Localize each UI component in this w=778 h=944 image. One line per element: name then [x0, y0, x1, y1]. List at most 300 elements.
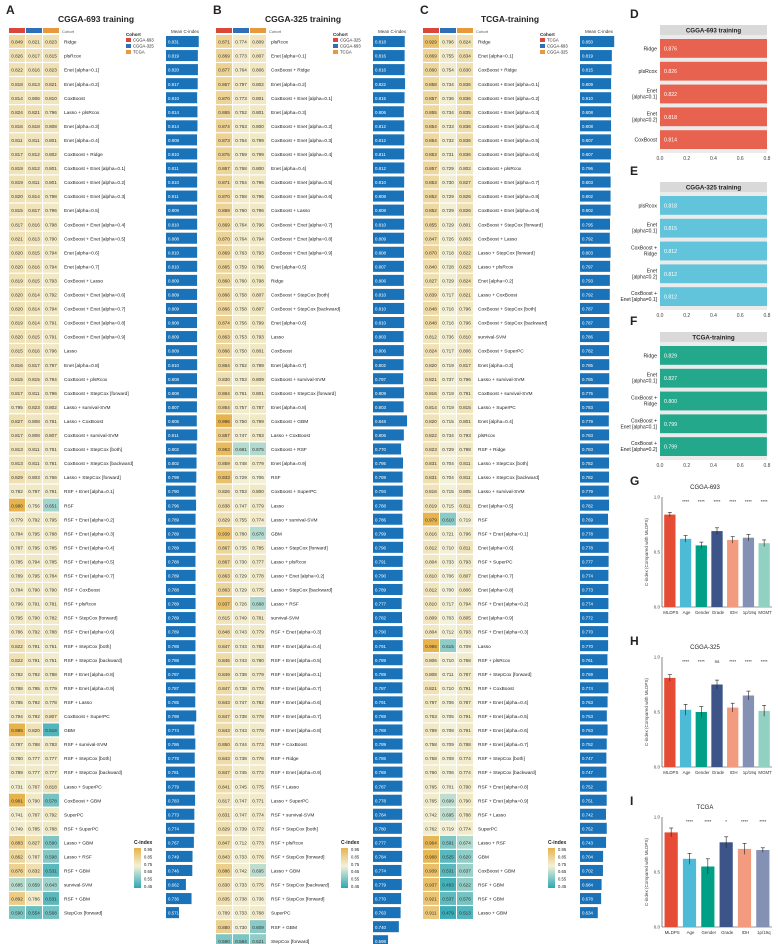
model-label: RSF + Enet [alpha=0.3] [64, 532, 115, 538]
heatmap-cell-value: 0.793 [459, 559, 471, 565]
heatmap-cell-value: 0.871 [218, 180, 230, 186]
x-category-label: Grade [711, 770, 725, 775]
heatmap-cell-value: 0.774 [459, 770, 471, 776]
heatmap-cell-value: 0.794 [11, 714, 23, 720]
mean-cindex-value: 0.782 [582, 348, 593, 354]
heatmap-cell-value: 0.796 [252, 264, 264, 270]
model-label: GBM [64, 729, 75, 735]
heatmap-cell-value: 0.892 [11, 896, 23, 902]
mean-cindex-value: 0.819 [168, 53, 179, 59]
model-label: RSF + Enet [alpha=0.6] [64, 630, 115, 636]
x-category-label: MGMT [758, 770, 772, 775]
heatmap-cell-value: 0.787 [28, 812, 40, 818]
significance-label: **** [704, 819, 712, 824]
model-label: GBM [478, 855, 489, 861]
model-label: RSF + StepCox [backward] [478, 771, 536, 777]
heatmap-cell-value: 0.835 [459, 109, 471, 115]
mean-cindex-value: 0.795 [582, 222, 593, 228]
heatmap-cell-value: 0.816 [28, 67, 40, 73]
cohort-header-bar [250, 28, 266, 33]
model-label: CoxBoost + Ridge [64, 153, 103, 159]
heatmap-cell-value: 0.764 [235, 137, 247, 143]
x-tick-label: 0.6 [736, 313, 744, 319]
heatmap-cell-value: 0.792 [28, 517, 40, 523]
heatmap-cell-value: 0.797 [28, 489, 40, 495]
heatmap-cell-value: 0.743 [235, 643, 247, 649]
mean-cindex-value: 0.781 [168, 770, 179, 776]
heatmap-cell-value: 0.808 [425, 671, 437, 677]
mean-cindex-value: 0.791 [375, 559, 386, 565]
x-category-label: Grade [721, 930, 734, 935]
heatmap-cell-value: 0.869 [218, 53, 230, 59]
heatmap-cell-value: 0.576 [459, 896, 471, 902]
mean-cindex-value: 0.774 [582, 573, 593, 579]
model-label: Enet [alpha=0.7] [64, 265, 100, 271]
mean-cindex-value: 0.769 [582, 517, 593, 523]
hbar-value-label: 0.799 [664, 421, 677, 428]
heatmap-cell-value: 0.718 [442, 250, 454, 256]
heatmap-cell-value: 0.937 [425, 882, 437, 888]
heatmap-cell-value: 0.874 [218, 123, 230, 129]
heatmap-cell-value: 0.758 [235, 292, 247, 298]
model-label: Enet [alpha=0.8] [64, 363, 100, 369]
mean-cindex-value: 0.752 [582, 784, 593, 790]
heatmap-cell-value: 0.715 [442, 489, 454, 495]
heatmap-cell-value: 0.829 [11, 475, 23, 481]
model-label: CoxBoost + Enet [alpha=0.8] [64, 321, 126, 327]
model-label: Enet [alpha=0.7] [478, 574, 514, 580]
model-label: RSF + Enet [alpha=0.1] [478, 532, 529, 538]
heatmap-cell-value: 0.797 [425, 699, 437, 705]
mean-cindex-value: 0.662 [168, 882, 179, 888]
heatmap-cell-value: 0.734 [442, 81, 454, 87]
model-label: Enet [alpha=0.3] [64, 124, 100, 130]
heatmap-cell-value: 0.865 [218, 264, 230, 270]
heatmap-cell-value: 0.719 [459, 517, 471, 523]
heatmap-cell-value: 0.736 [442, 334, 454, 340]
mean-cindex-value: 0.787 [582, 306, 593, 312]
heatmap-cell-value: 0.794 [252, 236, 264, 242]
mean-cindex-value: 0.763 [582, 699, 593, 705]
heatmap-cell-value: 0.715 [442, 418, 454, 424]
model-label: SuperPC [478, 827, 498, 833]
heatmap-cell-value: 0.493 [442, 882, 454, 888]
heatmap-cell-value: 0.794 [45, 264, 57, 270]
heatmap-cell-value: 0.790 [45, 587, 57, 593]
heatmap-cell-value: 0.730 [442, 180, 454, 186]
heatmap-cell-value: 0.801 [252, 109, 264, 115]
heatmap-cell-value: 0.817 [218, 798, 230, 804]
vbar [680, 539, 691, 607]
cindex-legend-bar [548, 848, 555, 888]
heatmap-cell-value: 0.853 [425, 180, 437, 186]
hbar-category-label: Enet [alpha=0.1] [620, 297, 657, 304]
hbar-value-label: 0.812 [664, 249, 677, 255]
heatmap-cell-value: 0.756 [28, 503, 40, 509]
y-axis-label: C-index (Compared with MLDPS) [644, 837, 649, 907]
mean-cindex-value: 0.808 [168, 320, 179, 326]
heatmap-cell-value: 0.729 [442, 447, 454, 453]
heatmap-cell-value: 0.827 [28, 840, 40, 846]
heatmap-cell-value: 0.681 [235, 447, 247, 453]
heatmap-cell-value: 0.819 [11, 320, 23, 326]
heatmap-cell-value: 0.874 [218, 320, 230, 326]
heatmap-cell-value: 0.806 [28, 95, 40, 101]
hbar-category-label: [alpha=0.1] [632, 378, 657, 385]
heatmap-cell-value: 0.717 [442, 292, 454, 298]
heatmap-cell-value: 0.756 [235, 320, 247, 326]
heatmap-cell-value: 0.790 [28, 587, 40, 593]
heatmap-cell-value: 0.795 [28, 545, 40, 551]
mean-cindex-value: 0.678 [582, 896, 593, 902]
heatmap-cell-value: 0.781 [45, 461, 57, 467]
y-tick-label: 0.0 [653, 924, 660, 930]
mean-cindex-value: 0.782 [582, 461, 593, 467]
mean-cindex-value: 0.812 [375, 137, 386, 143]
heatmap-cell-value: 0.826 [218, 489, 230, 495]
mean-cindex-value: 0.780 [375, 826, 386, 832]
mean-cindex-value: 0.815 [375, 95, 386, 101]
heatmap-cell-value: 0.703 [442, 615, 454, 621]
cohort-legend-swatch [540, 44, 545, 48]
heatmap-cell-value: 0.779 [252, 671, 264, 677]
heatmap-cell-value: 0.841 [218, 784, 230, 790]
hbar-category-label: [alpha=0.1] [632, 94, 657, 101]
heatmap-cell-value: 0.829 [218, 826, 230, 832]
model-label: CoxBoost + Enet [alpha=0.4] [271, 153, 333, 159]
heatmap-cell-value: 0.794 [45, 306, 57, 312]
cohort-header-bar [43, 28, 59, 33]
x-tick-label: 0.0 [656, 156, 664, 162]
mean-cindex-value: 0.812 [375, 123, 386, 129]
model-label: Enet [alpha=0.8] [271, 405, 307, 411]
heatmap-cell-value: 0.847 [218, 643, 230, 649]
mean-cindex-value: 0.797 [375, 376, 386, 382]
heatmap-cell-value: 0.792 [45, 812, 57, 818]
heatmap-cell-value: 0.822 [11, 643, 23, 649]
mean-cindex-value: 0.818 [375, 39, 386, 45]
heatmap-cell-value: 0.794 [28, 559, 40, 565]
heatmap-cell-value: 0.816 [28, 222, 40, 228]
mean-cindex-value: 0.809 [582, 81, 593, 87]
mean-cindex-value: 0.809 [168, 306, 179, 312]
mean-cindex-value: 0.788 [168, 587, 179, 593]
model-label: RSF + GBM [64, 869, 90, 875]
heatmap-cell-value: 0.738 [235, 714, 247, 720]
heatmap-cell-value: 0.939 [425, 868, 437, 874]
heatmap-cell-value: 0.854 [425, 123, 437, 129]
heatmap-cell-value: 0.568 [45, 910, 57, 916]
heatmap-cell-value: 0.880 [218, 924, 230, 930]
heatmap-cell-value: 0.759 [235, 264, 247, 270]
mean-cindex-value: 0.770 [582, 643, 593, 649]
heatmap-cell-value: 0.710 [442, 685, 454, 691]
mean-cindex-value: 0.788 [375, 503, 386, 509]
heatmap-cell-value: 0.788 [45, 531, 57, 537]
heatmap-cell-value: 0.939 [218, 531, 230, 537]
heatmap-cell-value: 0.704 [442, 461, 454, 467]
heatmap-cell-value: 0.788 [45, 671, 57, 677]
mean-cindex-value: 0.792 [582, 292, 593, 298]
mean-cindex-value: 0.785 [582, 376, 593, 382]
x-category-label: MLDPS [663, 610, 679, 615]
heatmap-cell-value: 0.716 [442, 306, 454, 312]
model-label: Lasso + plsRcox [271, 560, 307, 566]
heatmap-cell-value: 0.886 [218, 868, 230, 874]
heatmap-cell-value: 0.730 [235, 559, 247, 565]
heatmap-cell-value: 0.780 [11, 756, 23, 762]
mean-cindex-value: 0.778 [582, 531, 593, 537]
heatmap-cell-value: 0.812 [425, 545, 437, 551]
heatmap-cell-value: 0.817 [11, 152, 23, 158]
model-label: RSF + CoxBoost [478, 686, 514, 692]
significance-label: **** [760, 659, 768, 664]
hbar-category-label: Ridge [643, 46, 657, 53]
model-label: Enet [alpha=0.2] [478, 279, 514, 285]
heatmap-cell-value: 0.820 [11, 292, 23, 298]
mean-cindex-value: 0.808 [582, 123, 593, 129]
model-label: CoxBoost + StepCox [forward] [271, 391, 336, 397]
mean-cindex-value: 0.767 [168, 840, 179, 846]
heatmap-cell-value: 0.937 [218, 601, 230, 607]
heatmap-cell-value: 0.817 [28, 53, 40, 59]
model-label: Enet [alpha=0.6] [64, 251, 100, 257]
model-label: RSF + StepCox [both] [478, 757, 525, 763]
heatmap-cell-value: 0.849 [218, 671, 230, 677]
hbar-value-label: 0.818 [664, 203, 677, 210]
mean-cindex-value: 0.783 [582, 404, 593, 410]
hbar-category-label: CoxBoost [634, 137, 657, 144]
mean-cindex-value: 0.808 [168, 376, 179, 382]
vbar [758, 711, 769, 767]
heatmap-cell-value: 0.733 [235, 854, 247, 860]
mean-cindex-value: 0.850 [582, 39, 593, 45]
heatmap-cell-value: 0.766 [45, 475, 57, 481]
vbar [696, 545, 707, 607]
heatmap-cell-value: 0.738 [235, 685, 247, 691]
heatmap-cell-value: 0.747 [235, 798, 247, 804]
heatmap-cell-value: 0.590 [11, 910, 23, 916]
cohort-legend-swatch [126, 38, 131, 42]
heatmap-cell-value: 0.817 [459, 362, 471, 368]
model-label: Lasso + StepCox [both] [478, 462, 528, 468]
mean-cindex-value: 0.810 [168, 250, 179, 256]
y-tick-label: 1.0 [653, 494, 660, 500]
heatmap-cell-value: 0.752 [235, 362, 247, 368]
cohort-header-bar [457, 28, 473, 33]
heatmap-cell-value: 0.788 [45, 826, 57, 832]
heatmap-cell-value: 0.801 [252, 95, 264, 101]
heatmap-cell-value: 0.812 [28, 166, 40, 172]
heatmap-cell-value: 0.748 [235, 461, 247, 467]
mean-cindex-value: 0.814 [168, 109, 179, 115]
model-label: CoxBoost + Enet [alpha=0.6] [478, 153, 540, 159]
heatmap-cell-value: 0.779 [252, 461, 264, 467]
mean-cindex-value: 0.806 [375, 109, 386, 115]
panel-label-H: H [630, 634, 639, 648]
model-label: RSF + Enet [alpha=0.7] [64, 574, 115, 580]
heatmap-cell-value: 0.738 [235, 671, 247, 677]
mean-cindex-value: 0.786 [375, 517, 386, 523]
mean-cindex-value: 0.807 [375, 264, 386, 270]
cindex-legend-tick: 0.75 [351, 861, 360, 867]
mean-cindex-value: 0.774 [582, 601, 593, 607]
mean-cindex-value: 0.789 [168, 629, 179, 635]
heatmap-cell-value: 0.755 [235, 517, 247, 523]
heatmap-cell-value: 0.796 [459, 376, 471, 382]
heatmap-cell-value: 0.805 [459, 615, 471, 621]
hbar-category-label: Enet [646, 222, 657, 229]
model-label: Enet [alpha=0.1] [64, 68, 100, 74]
model-label: Lasso [64, 349, 77, 355]
heatmap-cell-value: 0.848 [425, 306, 437, 312]
model-label: CoxBoost + Enet [alpha=0.2] [64, 181, 126, 187]
cindex-legend-bar [341, 848, 348, 888]
heatmap-cell-value: 0.709 [442, 742, 454, 748]
x-tick-label: 0.2 [683, 156, 691, 162]
model-label: RSF + GBM [478, 883, 504, 889]
model-label: Enet [alpha=0.5] [64, 209, 100, 215]
mean-cindex-value: 0.783 [582, 447, 593, 453]
model-label: RSF + SuperPC [64, 827, 99, 833]
model-label: CoxBoost + Enet [alpha=0.1] [271, 96, 333, 102]
mean-cindex-value: 0.802 [582, 194, 593, 200]
mean-cindex-value: 0.774 [582, 685, 593, 691]
heatmap-cell-value: 0.812 [28, 152, 40, 158]
mean-cindex-value: 0.796 [168, 503, 179, 509]
model-label: RSF + GBM [478, 897, 504, 903]
mean-cindex-value: 0.778 [168, 756, 179, 762]
heatmap-cell-value: 0.699 [442, 798, 454, 804]
y-tick-label: 0.5 [653, 709, 660, 715]
mean-cindex-value: 0.810 [375, 306, 386, 312]
heatmap-cell-value: 0.787 [28, 854, 40, 860]
model-label: CoxBoost + Lasso [271, 209, 311, 215]
heatmap-cell-value: 0.787 [252, 404, 264, 410]
significance-label: ns [714, 659, 720, 664]
heatmap-cell-value: 0.848 [425, 320, 437, 326]
heatmap-cell-value: 0.791 [45, 334, 57, 340]
mean-cindex-value: 0.789 [375, 657, 386, 663]
model-label: Lasso + CoxBoost [64, 419, 104, 425]
x-category-label: 1p/19q [757, 930, 771, 935]
heatmap-cell-value: 0.813 [11, 461, 23, 467]
cindex-legend-tick: 0.65 [351, 869, 360, 875]
heatmap-cell-value: 0.867 [218, 166, 230, 172]
heatmap-cell-value: 0.788 [459, 742, 471, 748]
heatmap-cell-value: 0.847 [425, 236, 437, 242]
heatmap-cell-value: 0.806 [459, 587, 471, 593]
model-label: CoxBoost + Ridge [478, 68, 517, 74]
heatmap-cell-value: 0.778 [45, 699, 57, 705]
heatmap-cell-value: 0.814 [425, 404, 437, 410]
mean-cindex-value: 0.810 [168, 362, 179, 368]
model-label: plsRcox [64, 54, 82, 60]
heatmap-cell-value: 0.755 [442, 53, 454, 59]
heatmap-cell-value: 0.762 [425, 826, 437, 832]
cohort-legend-label: CGGA-325 [547, 49, 568, 55]
heatmap-cell-value: 0.578 [45, 798, 57, 804]
x-tick-label: 0.4 [710, 463, 717, 469]
heatmap-cell-value: 0.819 [11, 166, 23, 172]
mean-cindex-value: 0.769 [582, 671, 593, 677]
model-label: Lasso + RSF [478, 841, 506, 847]
heatmap-cell-value: 0.747 [235, 433, 247, 439]
model-label: plsRcox [271, 40, 289, 46]
x-tick-label: 0.0 [656, 313, 664, 319]
model-label: RSF + Enet [alpha=0.7] [271, 715, 322, 721]
bar-panel-title: CGGA-325 training [685, 184, 742, 192]
model-label: CoxBoost + Enet [alpha=0.3] [64, 195, 126, 201]
heatmap-cell-value: 0.737 [442, 376, 454, 382]
model-label: Lasso + GBM [64, 841, 94, 847]
heatmap-cell-value: 0.810 [425, 601, 437, 607]
heatmap-cell-value: 0.812 [425, 334, 437, 340]
heatmap-cell-value: 0.761 [235, 390, 247, 396]
cohort-header-bar [423, 28, 439, 33]
mean-cindex-value: 0.791 [375, 643, 386, 649]
heatmap-cell-value: 0.800 [252, 123, 264, 129]
panel-label-G: G [630, 474, 640, 488]
bar-panel-title: CGGA-693 training [685, 27, 742, 35]
model-label: RSF + Enet [alpha=0.1] [271, 672, 322, 678]
model-label: CoxBoost + survival-SVM [478, 391, 533, 397]
hbar-category-label: [alpha=0.1] [632, 228, 657, 235]
heatmap-cell-value: 0.798 [45, 222, 57, 228]
heatmap-cell-value: 0.726 [235, 601, 247, 607]
model-label: CoxBoost + Enet [alpha=0.6] [64, 293, 126, 299]
heatmap-cell-value: 0.853 [425, 152, 437, 158]
heatmap-cell-value: 0.796 [252, 208, 264, 214]
heatmap-cell-value: 0.826 [459, 194, 471, 200]
panel-label-I: I [630, 794, 634, 808]
heatmap-cell-value: 0.701 [442, 784, 454, 790]
heatmap-cell-value: 0.789 [218, 910, 230, 916]
heatmap-cell-value: 0.764 [235, 236, 247, 242]
heatmap-cell-value: 0.678 [252, 531, 264, 537]
heatmap-cell-value: 0.831 [218, 812, 230, 818]
heatmap-cell-value: 0.758 [235, 306, 247, 312]
heatmap-cell-value: 0.610 [442, 517, 454, 523]
heatmap-cell-value: 0.819 [11, 180, 23, 186]
heatmap-cell-value: 0.862 [11, 854, 23, 860]
hbar-value-label: 0.822 [664, 92, 677, 98]
heatmap-cell-value: 0.747 [235, 812, 247, 818]
mean-cindex-value: 0.820 [168, 67, 179, 73]
heatmap-cell-value: 0.848 [218, 629, 230, 635]
heatmap-cell-value: 0.751 [45, 643, 57, 649]
heatmap-cell-value: 0.836 [459, 95, 471, 101]
model-label: Lasso + survival-SVM [271, 518, 318, 524]
model-label: CoxBoost + StepCox [both] [271, 293, 329, 299]
heatmap-cell-value: 0.710 [442, 657, 454, 663]
mean-cindex-value: 0.803 [582, 250, 593, 256]
heatmap-cell-value: 0.525 [442, 854, 454, 860]
cindex-legend-tick: 0.55 [144, 876, 153, 882]
heatmap-cell-value: 0.786 [28, 896, 40, 902]
heatmap-cell-value: 0.836 [459, 123, 471, 129]
heatmap-cell-value: 0.749 [235, 615, 247, 621]
significance-label: **** [760, 499, 768, 504]
model-label: RSF + plsRcox [64, 602, 97, 608]
heatmap-cell-value: 0.809 [252, 39, 264, 45]
heatmap-cell-value: 0.757 [235, 404, 247, 410]
heatmap-cell-value: 0.820 [11, 194, 23, 200]
heatmap-cell-value: 0.513 [459, 910, 471, 916]
panel-label-C: C [420, 3, 429, 17]
mean-cindex-value: 0.736 [168, 896, 179, 902]
mean-cindex-value: 0.784 [375, 812, 386, 818]
